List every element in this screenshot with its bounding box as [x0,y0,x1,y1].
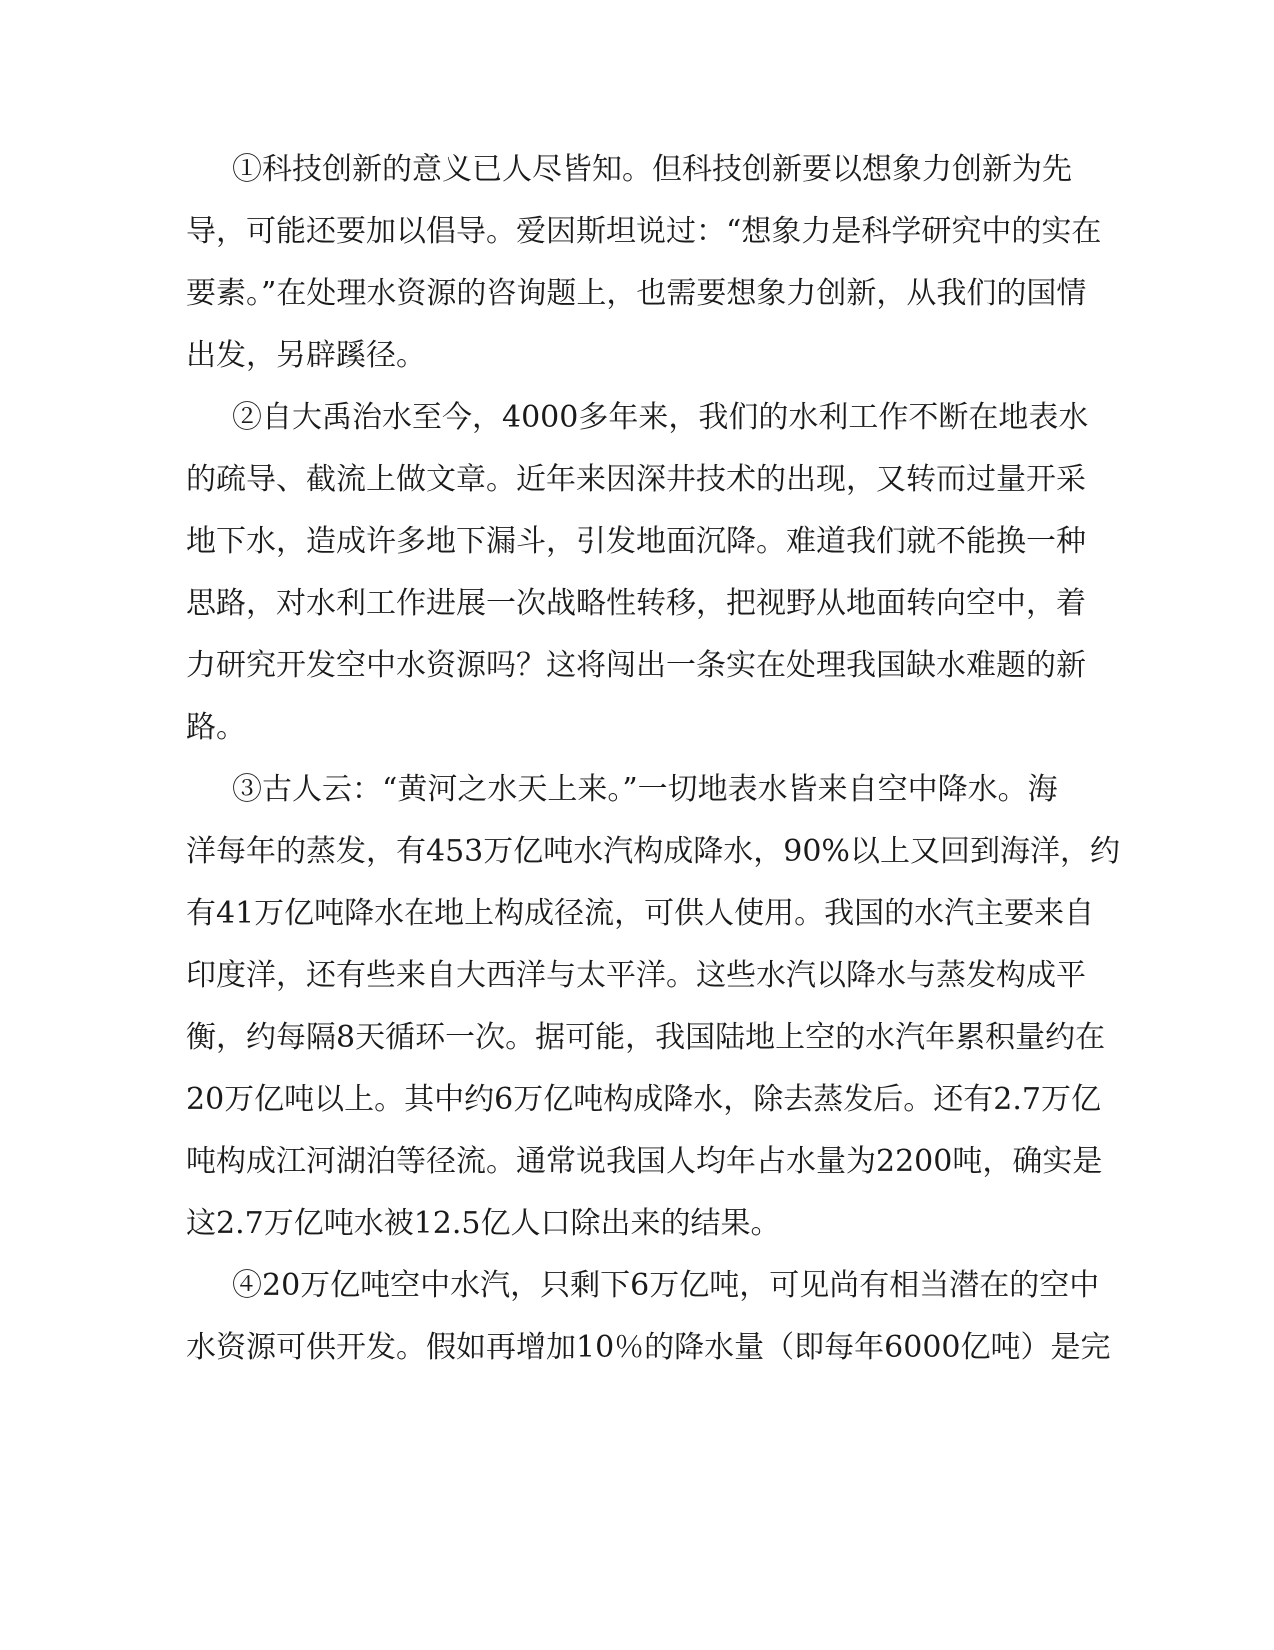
paragraph-3-line-7: 吨构成江河湖泊等径流。通常说我国人均年占水量为2200吨，确实是 [186,1144,1103,1179]
paragraph-3-line-6: 20万亿吨以上。其中约6万亿吨构成降水，除去蒸发后。还有2.7万亿 [186,1082,1101,1117]
paragraph-2-line-6: 路。 [186,710,246,745]
paragraph-2-line-2: 的疏导、截流上做文章。近年来因深井技术的出现，又转而过量开采 [186,462,1086,497]
paragraph-1-line-3: 要素。”在处理水资源的咨询题上，也需要想象力创新，从我们的国情 [186,276,1087,311]
paragraph-1-line-1: ①科技创新的意义已人尽皆知。但科技创新要以想象力创新为先 [232,152,1072,187]
paragraph-2-line-3: 地下水，造成许多地下漏斗，引发地面沉降。难道我们就不能换一种 [186,524,1086,559]
paragraph-3-line-3: 有41万亿吨降水在地上构成径流，可供人使用。我国的水汽主要来自 [186,896,1095,931]
paragraph-3-line-1: ③古人云：“黄河之水天上来。”一切地表水皆来自空中降水。海 [232,772,1058,807]
paragraph-1-line-2: 导，可能还要加以倡导。爱因斯坦说过：“想象力是科学研究中的实在 [186,214,1102,249]
paragraph-2-line-5: 力研究开发空中水资源吗？这将闯出一条实在处理我国缺水难题的新 [186,648,1086,683]
paragraph-4-line-2: 水资源可供开发。假如再增加10％的降水量（即每年6000亿吨）是完 [186,1330,1111,1365]
paragraph-4-line-1: ④20万亿吨空中水汽，只剩下6万亿吨，可见尚有相当潜在的空中 [232,1268,1100,1303]
paragraph-2-line-4: 思路，对水利工作进展一次战略性转移，把视野从地面转向空中，着 [186,586,1086,621]
paragraph-2-line-1: ②自大禹治水至今，4000多年来，我们的水利工作不断在地表水 [232,400,1089,435]
paragraph-3-line-4: 印度洋，还有些来自大西洋与太平洋。这些水汽以降水与蒸发构成平 [186,958,1086,993]
paragraph-3-line-8: 这2.7万亿吨水被12.5亿人口除出来的结果。 [186,1206,781,1241]
paragraph-3-line-5: 衡，约每隔8天循环一次。据可能，我国陆地上空的水汽年累积量约在 [186,1020,1106,1055]
paragraph-1-line-4: 出发，另辟蹊径。 [186,338,426,373]
paragraph-3-line-2: 洋每年的蒸发，有453万亿吨水汽构成降水，90%以上又回到海洋，约 [186,834,1120,869]
